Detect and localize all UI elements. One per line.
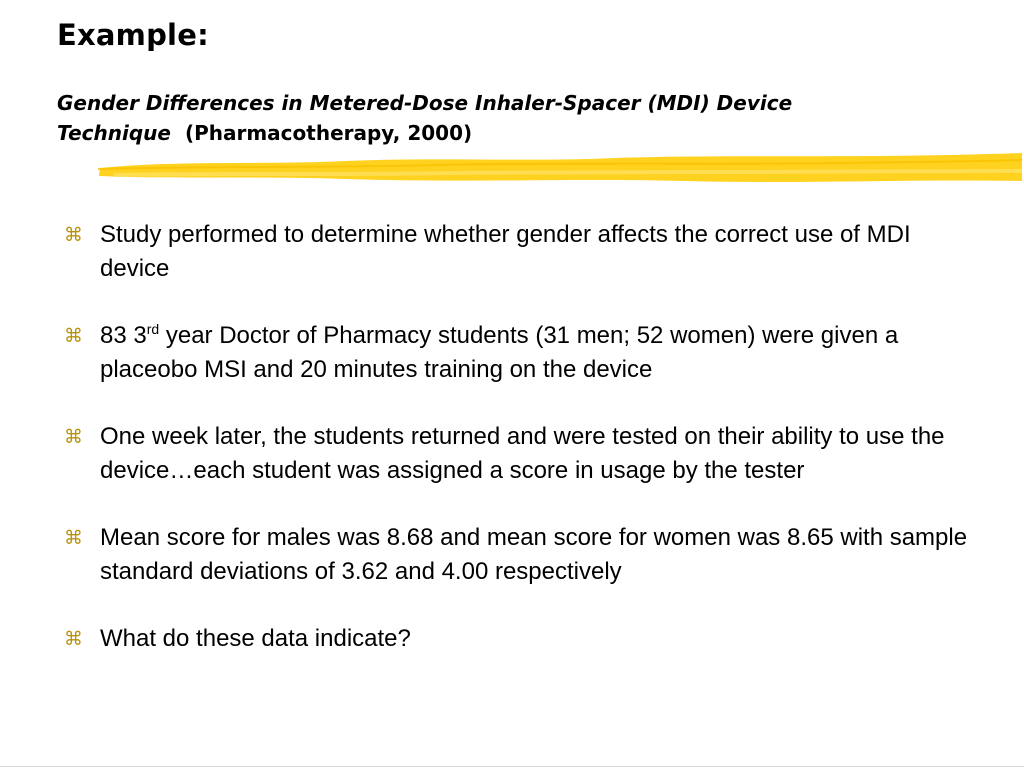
bullet-question	[64, 622, 974, 656]
bullet-text: One week later, the students returned and were tested on their ability to use the device…each student was assigned a score in usage by the tester	[100, 423, 945, 484]
bullet-student-sample	[64, 319, 974, 387]
study-title: Gender Differences in Metered-Dose Inhaler-Spacer (MDI) Device Technique	[57, 91, 793, 145]
bullet-text-prefix: 83 3	[100, 322, 147, 349]
slide-subtitle	[57, 88, 957, 148]
bullet-testing-procedure	[64, 420, 974, 488]
ordinal-superscript: rd	[146, 321, 160, 337]
command-icon: ⌘	[64, 224, 83, 246]
study-citation: (Pharmacotherapy, 2000)	[184, 121, 473, 145]
command-icon: ⌘	[64, 527, 83, 549]
command-icon: ⌘	[64, 426, 83, 448]
bullet-text: Mean score for males was 8.68 and mean score for women was 8.65 with sample standard deviations of 3.62 and 4.00 respectively	[100, 524, 968, 585]
bullet-text-suffix: year Doctor of Pharmacy students (31 men; 52 women) were given a placeobo MSI and 20 minutes training on the device	[100, 322, 899, 383]
bullet-mean-scores	[64, 521, 974, 589]
bullet-text	[100, 322, 898, 383]
bullet-text: What do these data indicate?	[100, 625, 411, 652]
yellow-brush-highlight	[96, 148, 1024, 190]
bullet-text: Study performed to determine whether gender affects the correct use of MDI device	[100, 221, 911, 282]
bullet-study-purpose	[64, 218, 974, 286]
bottom-divider	[0, 766, 1024, 767]
command-icon: ⌘	[64, 628, 83, 650]
content-bullet-list	[64, 218, 974, 689]
slide-title: Example:	[57, 18, 209, 52]
command-icon: ⌘	[64, 325, 83, 347]
